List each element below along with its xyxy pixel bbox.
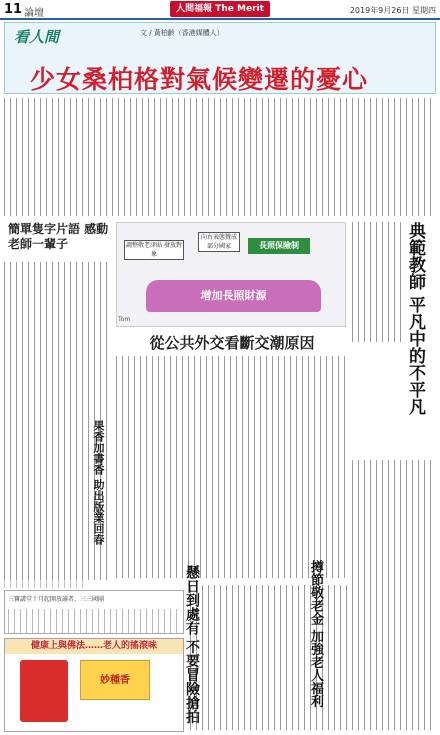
headline-fruit-book: 果香加書香 助出版業回春	[92, 420, 105, 545]
product-bottle-image	[20, 660, 68, 722]
article-body-center	[116, 356, 346, 578]
newspaper-logo: 人間福報 The Merit	[170, 1, 270, 17]
cartoon-artist: Tom	[118, 316, 131, 323]
notice-box	[4, 590, 184, 634]
cartoon-road-sign: 長照保險制	[248, 238, 310, 254]
article-body-right-top	[352, 222, 402, 342]
article-body-lower	[190, 585, 370, 730]
spacer-text	[4, 580, 84, 588]
column-name: 看人間	[14, 28, 60, 46]
lead-article-body	[4, 98, 436, 216]
headline-diplomacy: 從公共外交看斷交潮原因	[149, 334, 315, 352]
issue-date: 2019年9月26日 星期四	[349, 6, 436, 15]
section-name: 論壇	[24, 8, 44, 19]
headline-teacher: 簡單隻字片語 感動老師一輩子	[8, 222, 109, 251]
headline-model-teacher: 典範教師 平凡中的不平凡	[405, 222, 425, 415]
column-byline: 文 / 黃柏齡（香港媒體人）	[140, 29, 224, 37]
lead-article-title: 少女桑柏格對氣候變遷的憂心	[30, 65, 369, 94]
ad-title: 健康上與佛法……老人的搖滾味	[5, 639, 183, 654]
cartoon-bus: 增加長照財源	[146, 280, 321, 312]
headline-elder-welfare: 撙節敬老金 加強老人福利	[308, 560, 323, 708]
headline-manhattanhenge: 懸日到處有 不要冒險搶拍	[184, 565, 200, 724]
cartoon-left-sign: 調整敬老津貼 發放對象	[124, 240, 184, 260]
product-name: 妙種香	[80, 660, 150, 700]
notice-title: 三寶講堂十月起開放讀者、三三國團	[8, 596, 105, 603]
page-number: 11	[4, 2, 23, 17]
article-body-right	[352, 460, 436, 730]
notice-body	[8, 609, 180, 633]
cartoon-right-sign: 向右表態贊成 部分國家	[198, 232, 240, 252]
